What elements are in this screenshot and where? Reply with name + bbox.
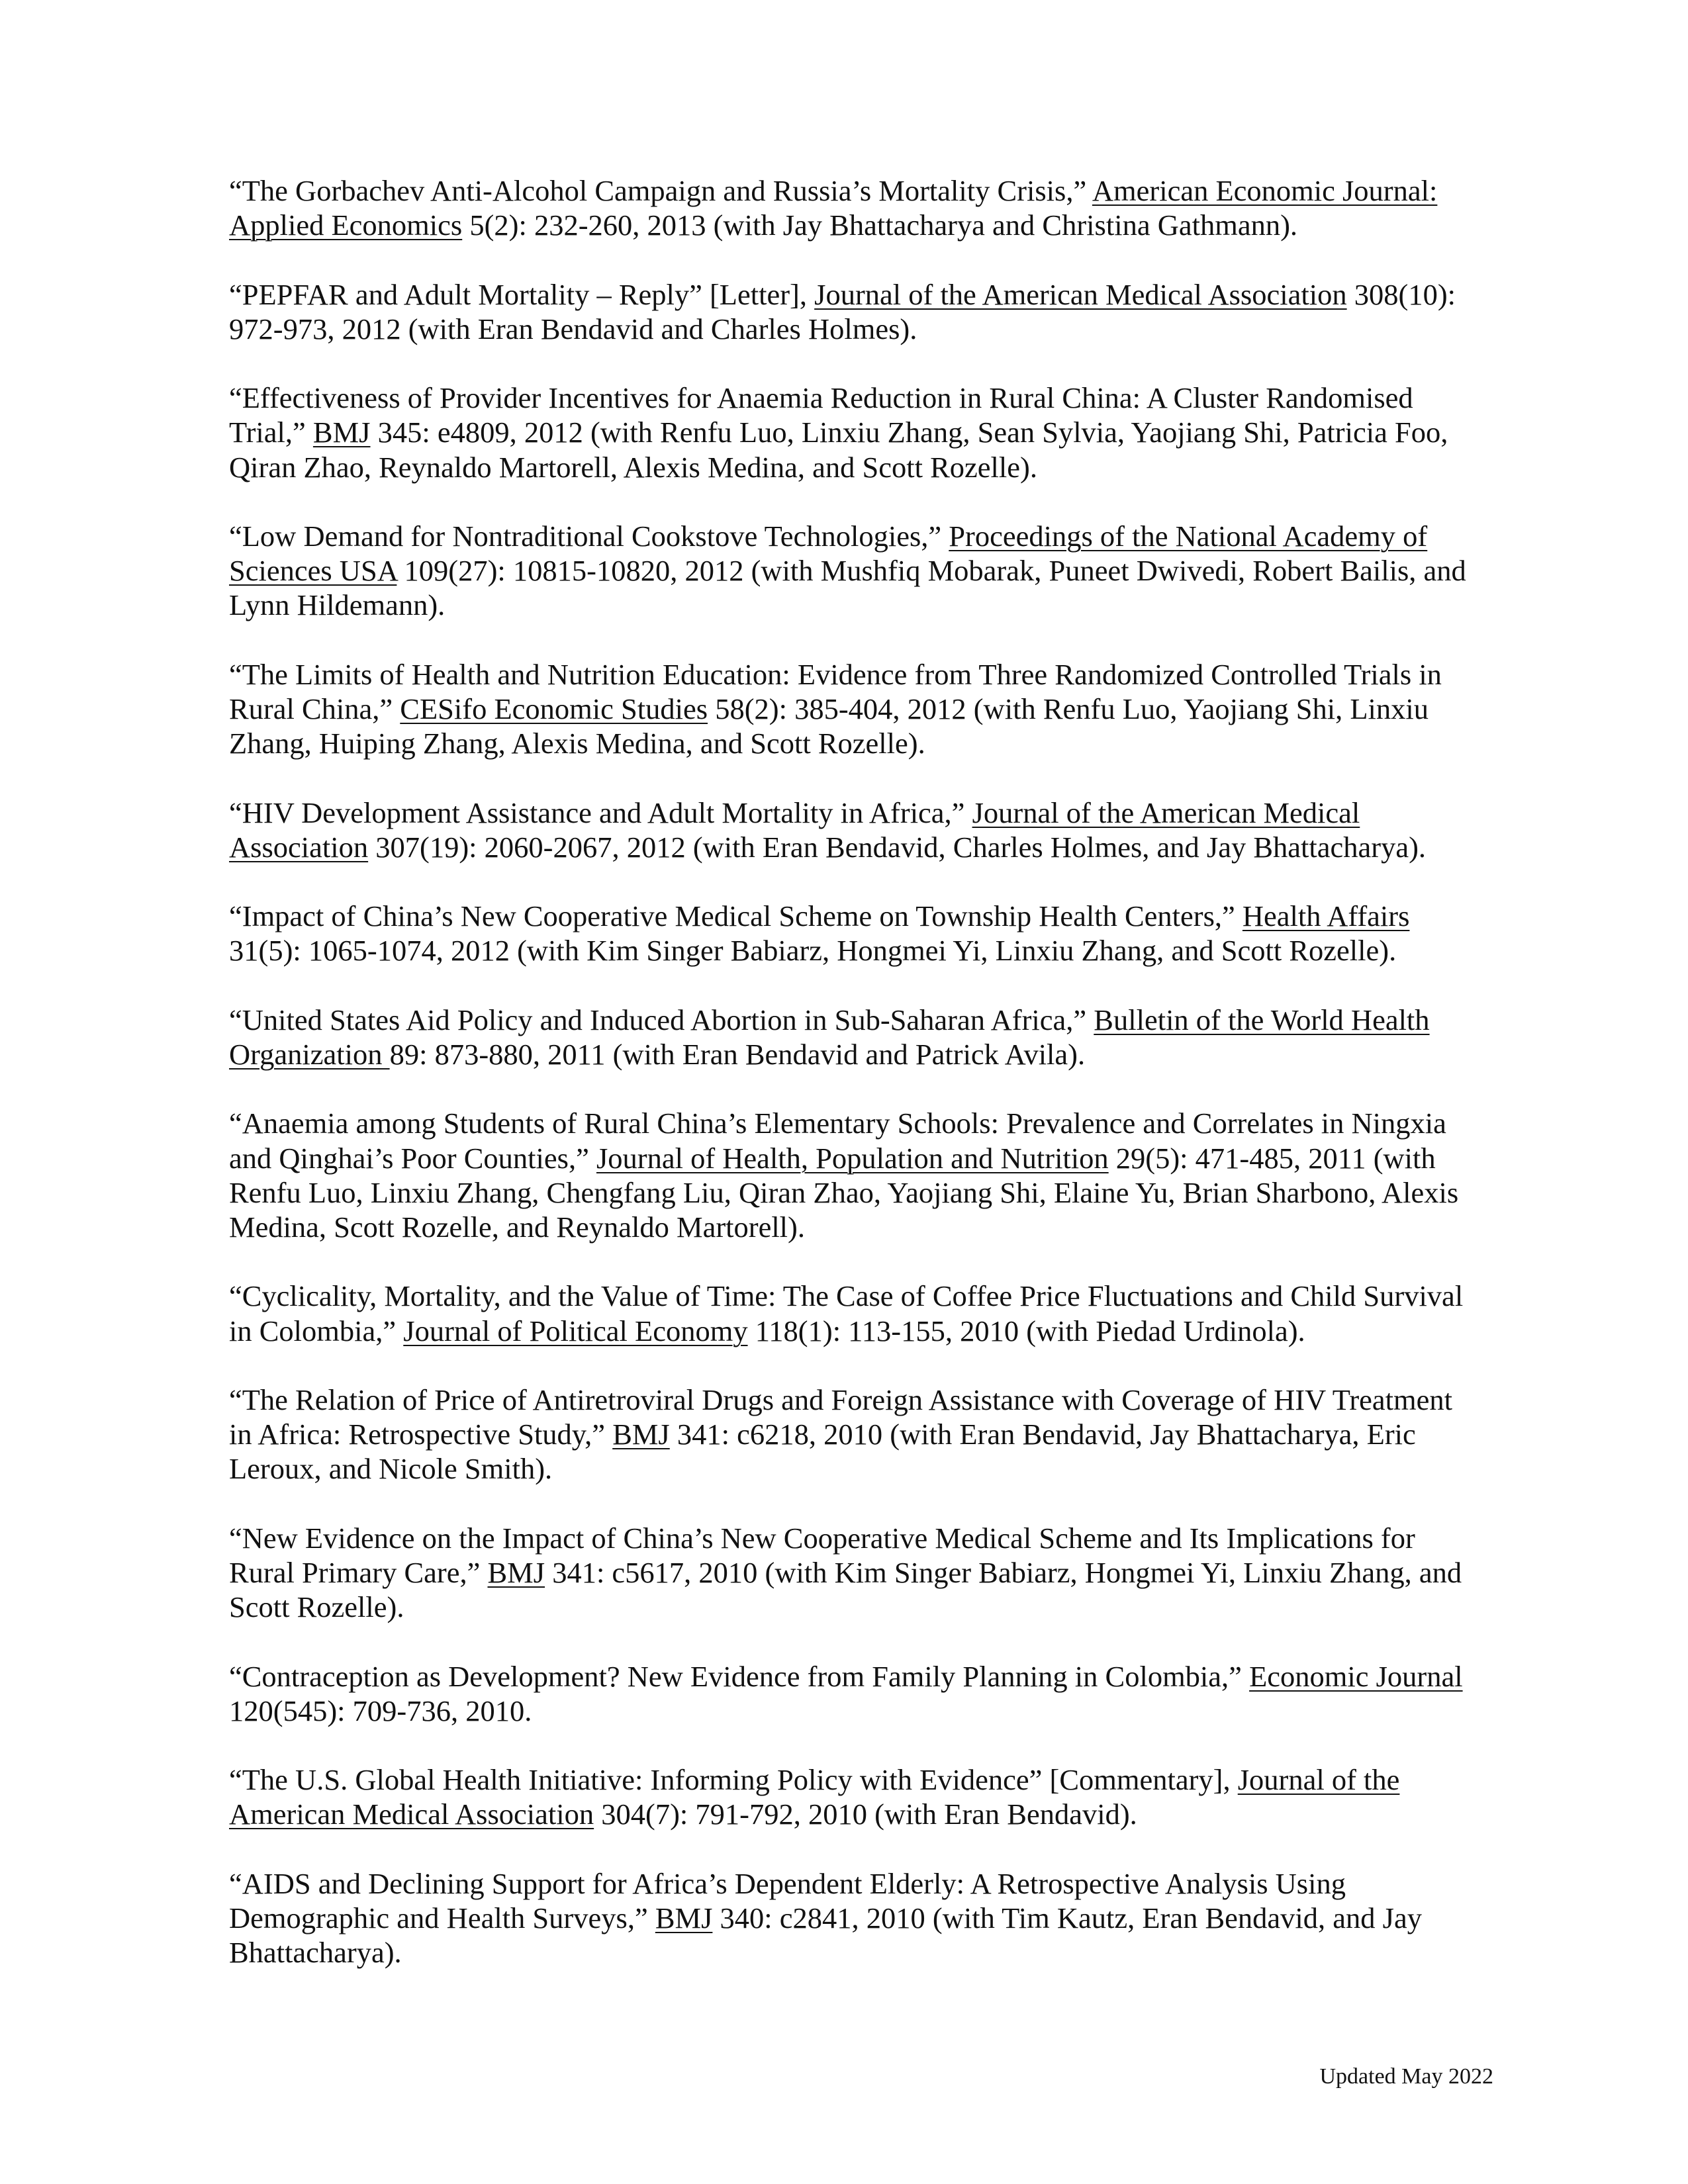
journal-name: Health Affairs	[1242, 899, 1410, 933]
updated-date-footer: Updated May 2022	[1319, 2064, 1493, 2089]
article-title: “AIDS and Declining Support for Africa’s Dependent Elderly: A Retrospective Analysis Using Demographic and Health Surveys,”	[229, 1866, 1346, 1934]
article-title: “United States Aid Policy and Induced Abortion in Sub-Saharan Africa,”	[229, 1003, 1094, 1036]
article-title: “Contraception as Development? New Evidence from Family Planning in Colombia,”	[229, 1659, 1250, 1693]
journal-name: Bulletin of the World Health Organization	[229, 1003, 1430, 1071]
publication-entry	[229, 1106, 1474, 1244]
citation-details: 120(545): 709-736, 2010.	[229, 1694, 532, 1727]
journal-name: BMJ	[655, 1901, 713, 1934]
citation-details: 345: e4809, 2012 (with Renfu Luo, Linxiu Zhang, Sean Sylvia, Yaojiang Shi, Patricia Foo, Qiran Zhao, Reynaldo Martorell, Alexis Medina, and Scott Rozelle).	[229, 416, 1448, 484]
citation-details: 341: c6218, 2010 (with Eran Bendavid, Jay Bhattacharya, Eric Leroux, and Nicole Smith).	[229, 1418, 1416, 1486]
publication-entry	[229, 1003, 1474, 1071]
article-title: “The Limits of Health and Nutrition Education: Evidence from Three Randomized Controlled Trials in Rural China,”	[229, 657, 1442, 725]
journal-name: Journal of the American Medical Association	[229, 1763, 1400, 1831]
publication-list	[229, 173, 1474, 2005]
article-title: “PEPFAR and Adult Mortality – Reply” [Letter],	[229, 277, 815, 311]
publication-entry	[229, 519, 1474, 623]
journal-name: Proceedings of the National Academy of Sciences USA	[229, 519, 1428, 588]
publication-entry	[229, 657, 1474, 761]
citation-details: 31(5): 1065-1074, 2012 (with Kim Singer Babiarz, Hongmei Yi, Linxiu Zhang, and Scott Rozelle).	[229, 934, 1397, 968]
citation-details: 340: c2841, 2010 (with Tim Kautz, Eran Bendavid, and Jay Bhattacharya).	[229, 1901, 1422, 1970]
publication-entry	[229, 1659, 1474, 1728]
citation-details: 5(2): 232-260, 2013 (with Jay Bhattacharya and Christina Gathmann).	[462, 208, 1298, 242]
citation-details: 308(10): 972-973, 2012 (with Eran Bendavid and Charles Holmes).	[229, 277, 1456, 345]
article-title: “The Gorbachev Anti-Alcohol Campaign and Russia’s Mortality Crisis,”	[229, 174, 1092, 207]
publication-entry	[229, 1866, 1474, 1970]
citation-details: 58(2): 385-404, 2012 (with Renfu Luo, Yaojiang Shi, Linxiu Zhang, Huiping Zhang, Alexis Medina, and Scott Rozelle).	[229, 692, 1429, 760]
article-title: “Cyclicality, Mortality, and the Value of Time: The Case of Coffee Price Fluctuations and Child Survival in Colombia,”	[229, 1279, 1464, 1347]
journal-name: BMJ	[312, 416, 371, 449]
journal-name: Economic Journal	[1249, 1659, 1463, 1693]
journal-name: BMJ	[612, 1418, 670, 1451]
journal-name: Journal of the American Medical Association	[229, 796, 1360, 864]
journal-name: CESifo Economic Studies	[400, 692, 708, 725]
citation-details: 118(1): 113-155, 2010 (with Piedad Urdinola).	[747, 1314, 1305, 1347]
article-title: “Impact of China’s New Cooperative Medical Scheme on Township Health Centers,”	[229, 899, 1243, 933]
journal-name: Journal of the American Medical Association	[814, 277, 1347, 311]
article-title: “Anaemia among Students of Rural China’s Elementary Schools: Prevalence and Correlates in Ningxia and Qinghai’s Poor Counties,”	[229, 1107, 1446, 1175]
citation-details: 109(27): 10815-10820, 2012 (with Mushfiq Mobarak, Puneet Dwivedi, Robert Bailis, and Lynn Hildemann).	[229, 554, 1466, 622]
publication-entry	[229, 796, 1474, 864]
publication-entry	[229, 381, 1474, 484]
publication-entry	[229, 899, 1474, 968]
journal-name: Journal of Political Economy	[403, 1314, 748, 1347]
article-title: “HIV Development Assistance and Adult Mortality in Africa,”	[229, 796, 972, 829]
publication-entry	[229, 1521, 1474, 1625]
publication-entry	[229, 1279, 1474, 1347]
publication-entry	[229, 1762, 1474, 1831]
journal-name: Journal of Health, Population and Nutrition	[596, 1141, 1109, 1175]
citation-details: 89: 873-880, 2011 (with Eran Bendavid and Patrick Avila).	[389, 1037, 1086, 1071]
article-title: “New Evidence on the Impact of China’s New Cooperative Medical Scheme and Its Implications for Rural Primary Care,”	[229, 1521, 1415, 1589]
citation-details: 307(19): 2060-2067, 2012 (with Eran Bendavid, Charles Holmes, and Jay Bhattacharya).	[368, 830, 1427, 864]
article-title: “The Relation of Price of Antiretroviral Drugs and Foreign Assistance with Coverage of HIV Treatment in Africa: Retrospective Study,”	[229, 1383, 1453, 1451]
article-title: “Effectiveness of Provider Incentives for Anaemia Reduction in Rural China: A Cluster Randomised Trial,”	[229, 381, 1413, 449]
article-title: “Low Demand for Nontraditional Cookstove Technologies,”	[229, 519, 949, 553]
article-title: “The U.S. Global Health Initiative: Informing Policy with Evidence” [Commentary],	[229, 1763, 1238, 1797]
publication-entry	[229, 277, 1474, 346]
citation-details: 304(7): 791-792, 2010 (with Eran Bendavid).	[594, 1797, 1137, 1831]
citation-details: 341: c5617, 2010 (with Kim Singer Babiarz, Hongmei Yi, Linxiu Zhang, and Scott Rozelle).	[229, 1555, 1462, 1624]
journal-name: BMJ	[487, 1555, 545, 1589]
journal-name: American Economic Journal: Applied Economics	[229, 174, 1438, 242]
citation-details: 29(5): 471-485, 2011 (with Renfu Luo, Linxiu Zhang, Chengfang Liu, Qiran Zhao, Yaojiang Shi, Elaine Yu, Brian Sharbono, Alexis Medina, Scott Rozelle, and Reynaldo Martorell).	[229, 1141, 1459, 1244]
publication-entry	[229, 1383, 1474, 1486]
publication-entry	[229, 173, 1474, 242]
